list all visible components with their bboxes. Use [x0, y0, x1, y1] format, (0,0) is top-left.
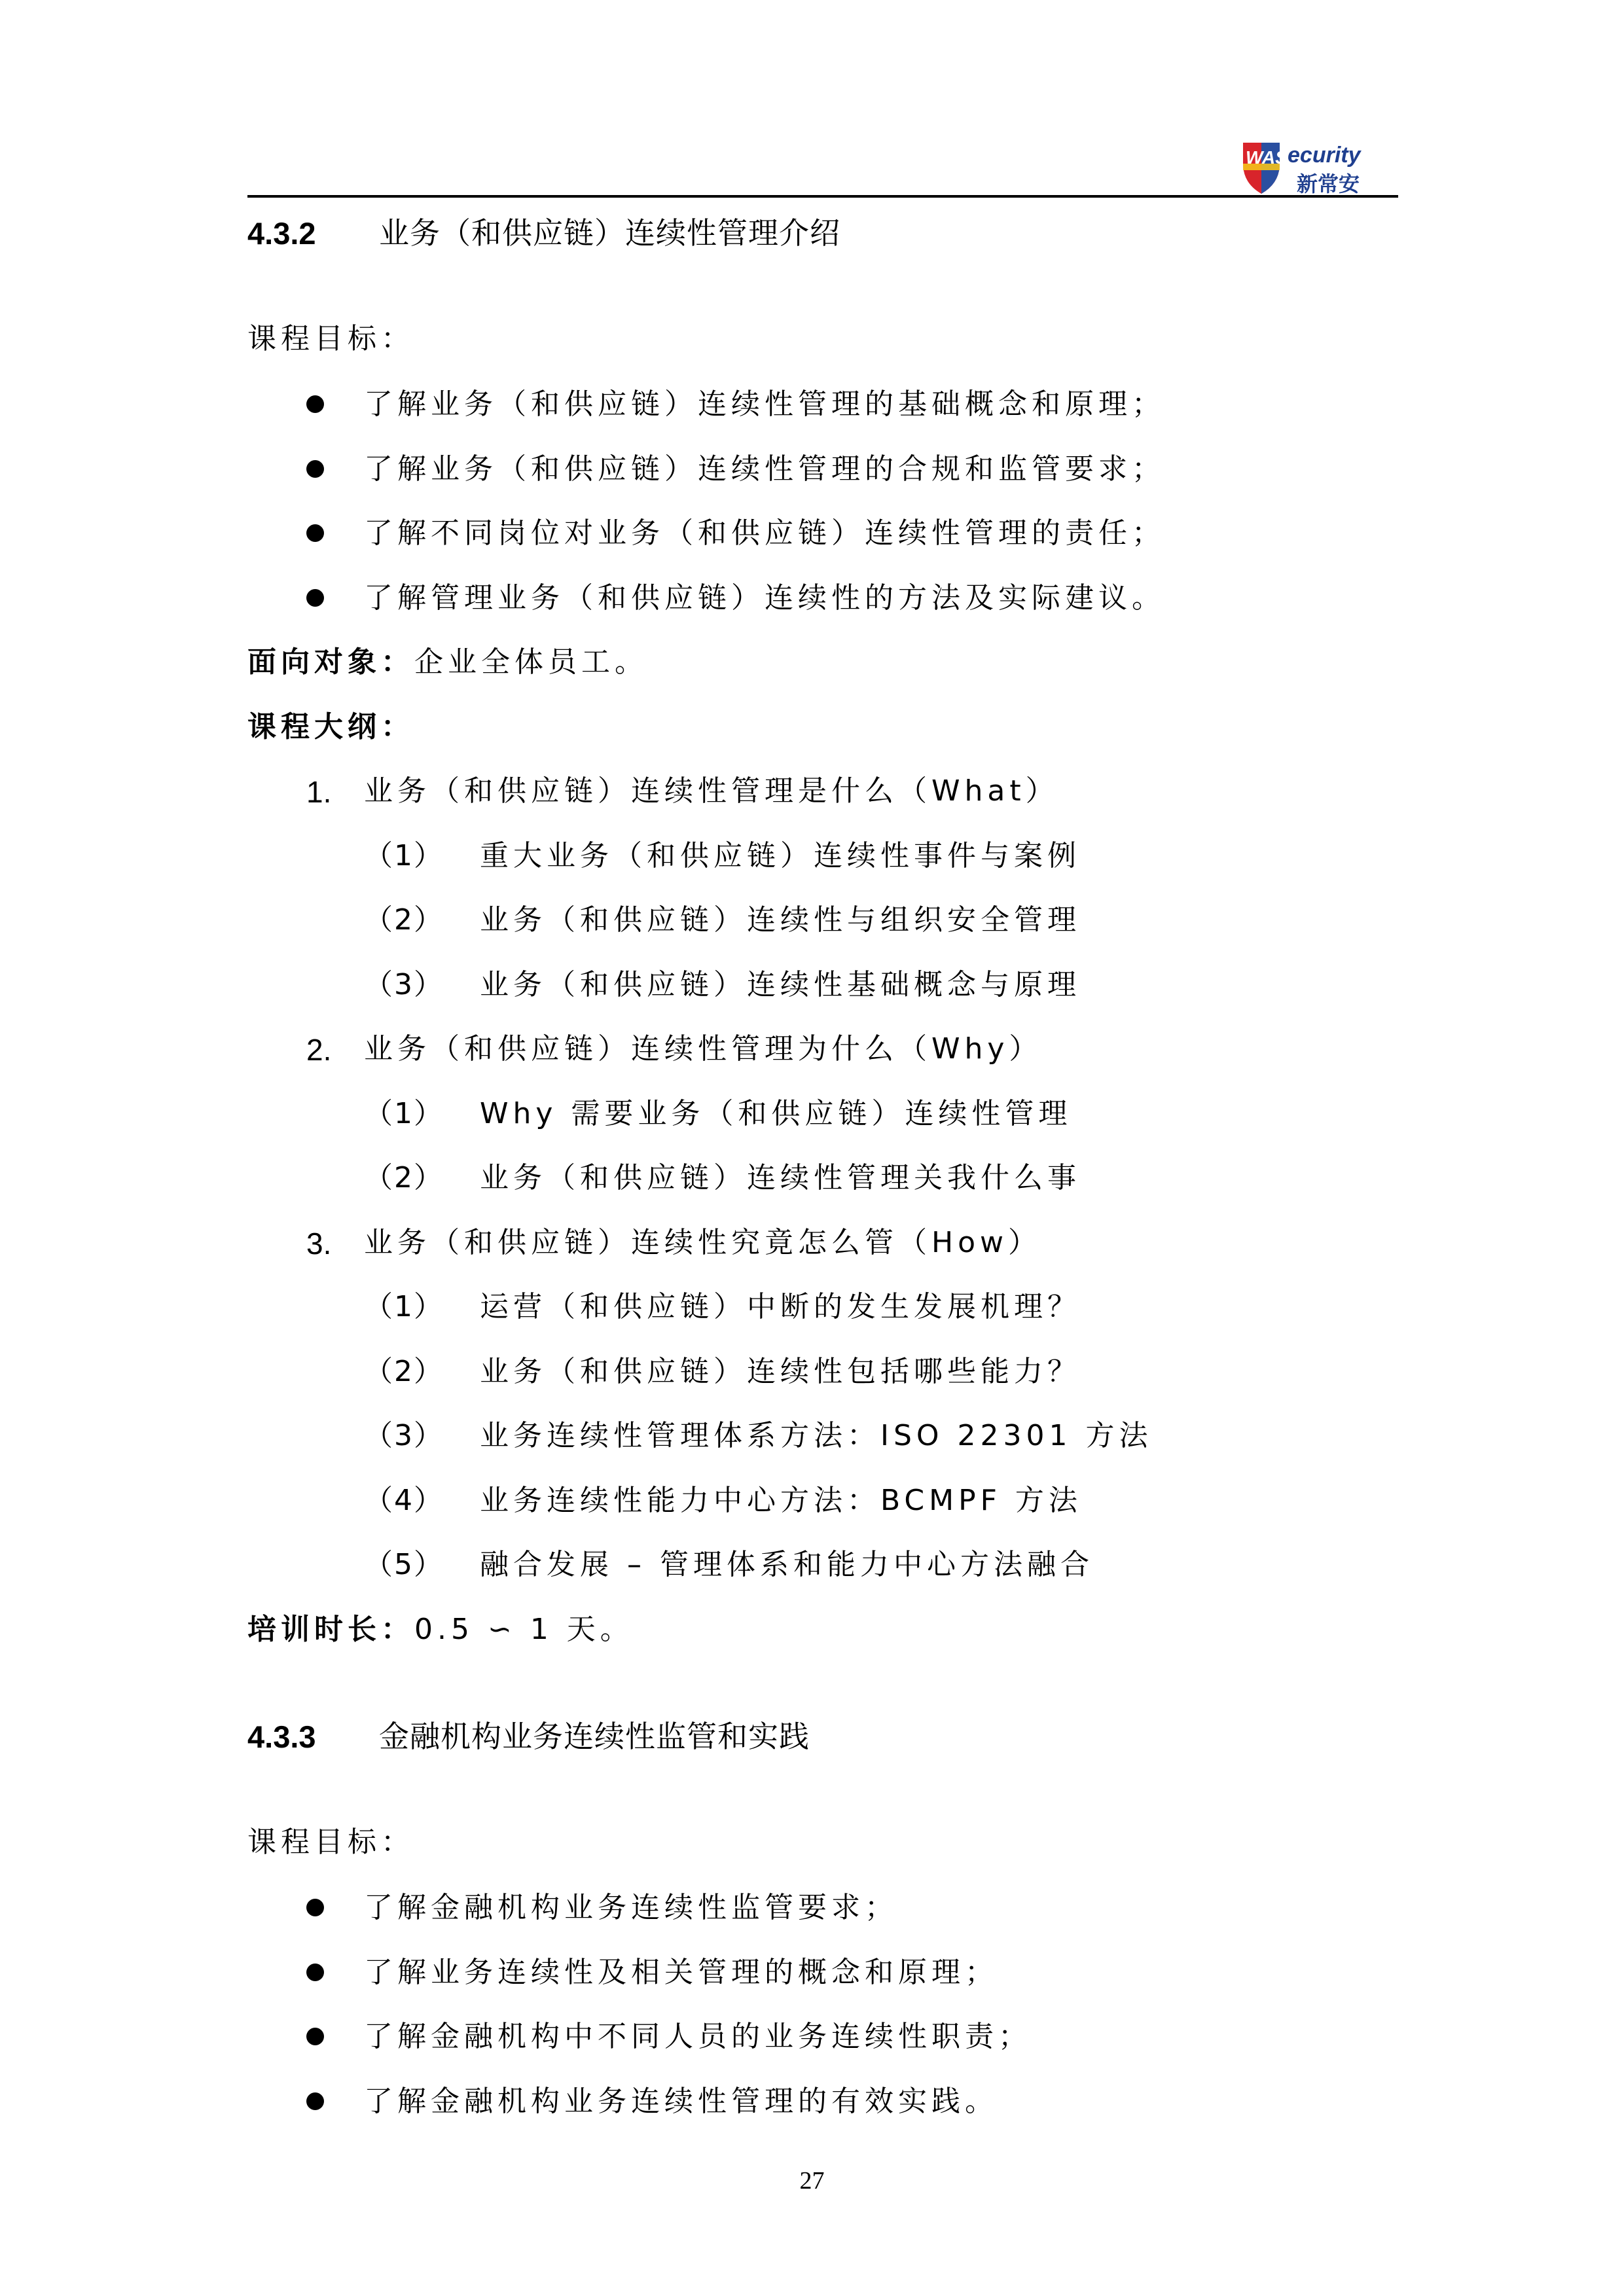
outline-subnumber: （3）	[364, 968, 444, 1001]
bullet-icon	[306, 2092, 324, 2110]
logo-wordmark-text: ecurity	[1288, 143, 1361, 168]
section-number: 4.3.2	[247, 216, 316, 251]
outline-number: 3.	[306, 1227, 332, 1261]
bullet-icon	[306, 589, 324, 607]
outline-subitem: 业务（和供应链）连续性基础概念与原理	[480, 968, 1081, 1001]
bullet-icon	[306, 460, 324, 478]
objectives-label: 课程目标：	[247, 1825, 414, 1859]
bullet-icon	[306, 2028, 324, 2045]
objective-item: 了解不同岗位对业务（和供应链）连续性管理的责任；	[364, 516, 1165, 550]
outline-subnumber: （4）	[364, 1484, 444, 1517]
outline-item: 业务（和供应链）连续性管理为什么（Why）	[364, 1032, 1043, 1066]
outline-subitem: 业务连续性能力中心方法：BCMPF 方法	[480, 1484, 1082, 1517]
outline-subnumber: （1）	[364, 1290, 444, 1323]
page-number: 27	[799, 2167, 825, 2195]
outline-subnumber: （2）	[364, 903, 444, 937]
outline-number: 1.	[306, 775, 332, 809]
outline-subitem: Why 需要业务（和供应链）连续性管理	[480, 1097, 1072, 1130]
logo-chinese-name: 新常安	[1297, 171, 1360, 196]
duration-label: 培训时长：	[247, 1613, 414, 1646]
logo-mark-text: WAS	[1246, 147, 1288, 168]
audience-value: 企业全体员工。	[414, 645, 648, 679]
objective-item: 了解金融机构业务连续性管理的有效实践。	[364, 2085, 998, 2118]
outline-subitem: 业务（和供应链）连续性管理关我什么事	[480, 1161, 1081, 1194]
outline-item: 业务（和供应链）连续性管理是什么（What）	[364, 774, 1059, 808]
outline-subnumber: （5）	[364, 1548, 444, 1581]
bullet-icon	[306, 1964, 324, 1981]
outline-subnumber: （3）	[364, 1419, 444, 1452]
objective-item: 了解业务（和供应链）连续性管理的基础概念和原理；	[364, 387, 1165, 421]
company-logo	[1240, 137, 1398, 196]
audience-label: 面向对象：	[247, 645, 414, 679]
objective-item: 了解业务（和供应链）连续性管理的合规和监管要求；	[364, 452, 1165, 486]
objective-item: 了解业务连续性及相关管理的概念和原理；	[364, 1956, 998, 1989]
outline-subitem: 运营（和供应链）中断的发生发展机理？	[480, 1290, 1081, 1323]
outline-subitem: 业务（和供应链）连续性与组织安全管理	[480, 903, 1081, 937]
objective-item: 了解金融机构中不同人员的业务连续性职责；	[364, 2020, 1032, 2053]
outline-subnumber: （1）	[364, 839, 444, 872]
outline-subnumber: （1）	[364, 1097, 444, 1130]
objectives-label: 课程目标：	[247, 322, 414, 355]
section-title: 金融机构业务连续性监管和实践	[379, 1719, 810, 1754]
objective-item: 了解金融机构业务连续性监管要求；	[364, 1891, 898, 1924]
section-number: 4.3.3	[247, 1719, 316, 1754]
bullet-icon	[306, 1899, 324, 1916]
header-rule	[247, 195, 1398, 198]
outline-item: 业务（和供应链）连续性究竟怎么管（How）	[364, 1226, 1041, 1259]
outline-subitem: 融合发展 – 管理体系和能力中心方法融合	[480, 1548, 1094, 1581]
outline-number: 2.	[306, 1033, 332, 1067]
bullet-icon	[306, 395, 324, 413]
outline-label: 课程大纲：	[247, 710, 414, 744]
outline-subnumber: （2）	[364, 1161, 444, 1194]
objective-item: 了解管理业务（和供应链）连续性的方法及实际建议。	[364, 581, 1165, 615]
outline-subitem: 业务连续性管理体系方法：ISO 22301 方法	[480, 1419, 1153, 1452]
duration-line	[247, 1615, 634, 1644]
duration-value: 0.5 ∽ 1 天。	[414, 1613, 634, 1646]
outline-subnumber: （2）	[364, 1355, 444, 1388]
bullet-icon	[306, 524, 324, 542]
outline-subitem: 重大业务（和供应链）连续性事件与案例	[480, 839, 1081, 872]
outline-subitem: 业务（和供应链）连续性包括哪些能力？	[480, 1355, 1081, 1388]
shield-logo-icon	[1240, 137, 1398, 196]
audience-line	[247, 645, 648, 679]
section-title: 业务（和供应链）连续性管理介绍	[379, 215, 840, 251]
